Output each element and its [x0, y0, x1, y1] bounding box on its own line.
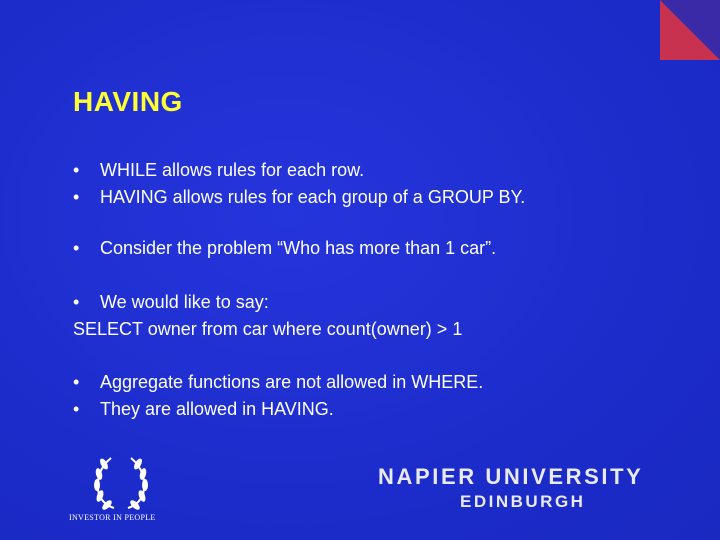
- bullet-marker: •: [73, 160, 80, 180]
- investor-in-people-label: INVESTOR IN PEOPLE: [69, 513, 156, 522]
- bullet-line: [73, 292, 269, 313]
- bullet-line: [73, 187, 525, 208]
- bullet-marker: •: [73, 399, 80, 419]
- bullet-marker: •: [73, 292, 80, 312]
- bullet-text: HAVING allows rules for each group of a GROUP BY.: [100, 187, 526, 207]
- bullet-text: We would like to say:: [100, 292, 269, 312]
- bullet-marker: •: [73, 187, 80, 207]
- bullet-text: WHILE allows rules for each row.: [100, 160, 365, 180]
- bullet-line: [73, 160, 364, 181]
- bullet-text: Aggregate functions are not allowed in WHERE.: [100, 372, 484, 392]
- sql-example: SELECT owner from car where count(owner) > 1: [73, 319, 463, 339]
- corner-decoration: [660, 0, 720, 60]
- university-name: NAPIER UNIVERSITY: [378, 464, 644, 489]
- slide-title: HAVING: [73, 86, 183, 117]
- bullet-marker: •: [73, 372, 80, 392]
- bullet-line: [73, 238, 496, 259]
- bullet-text: Consider the problem “Who has more than 1 car”.: [100, 238, 497, 258]
- university-city: EDINBURGH: [460, 492, 586, 511]
- bullet-line: [73, 399, 334, 420]
- bullet-text: They are allowed in HAVING.: [100, 399, 334, 419]
- bullet-line: [73, 372, 483, 393]
- bullet-marker: •: [73, 238, 80, 258]
